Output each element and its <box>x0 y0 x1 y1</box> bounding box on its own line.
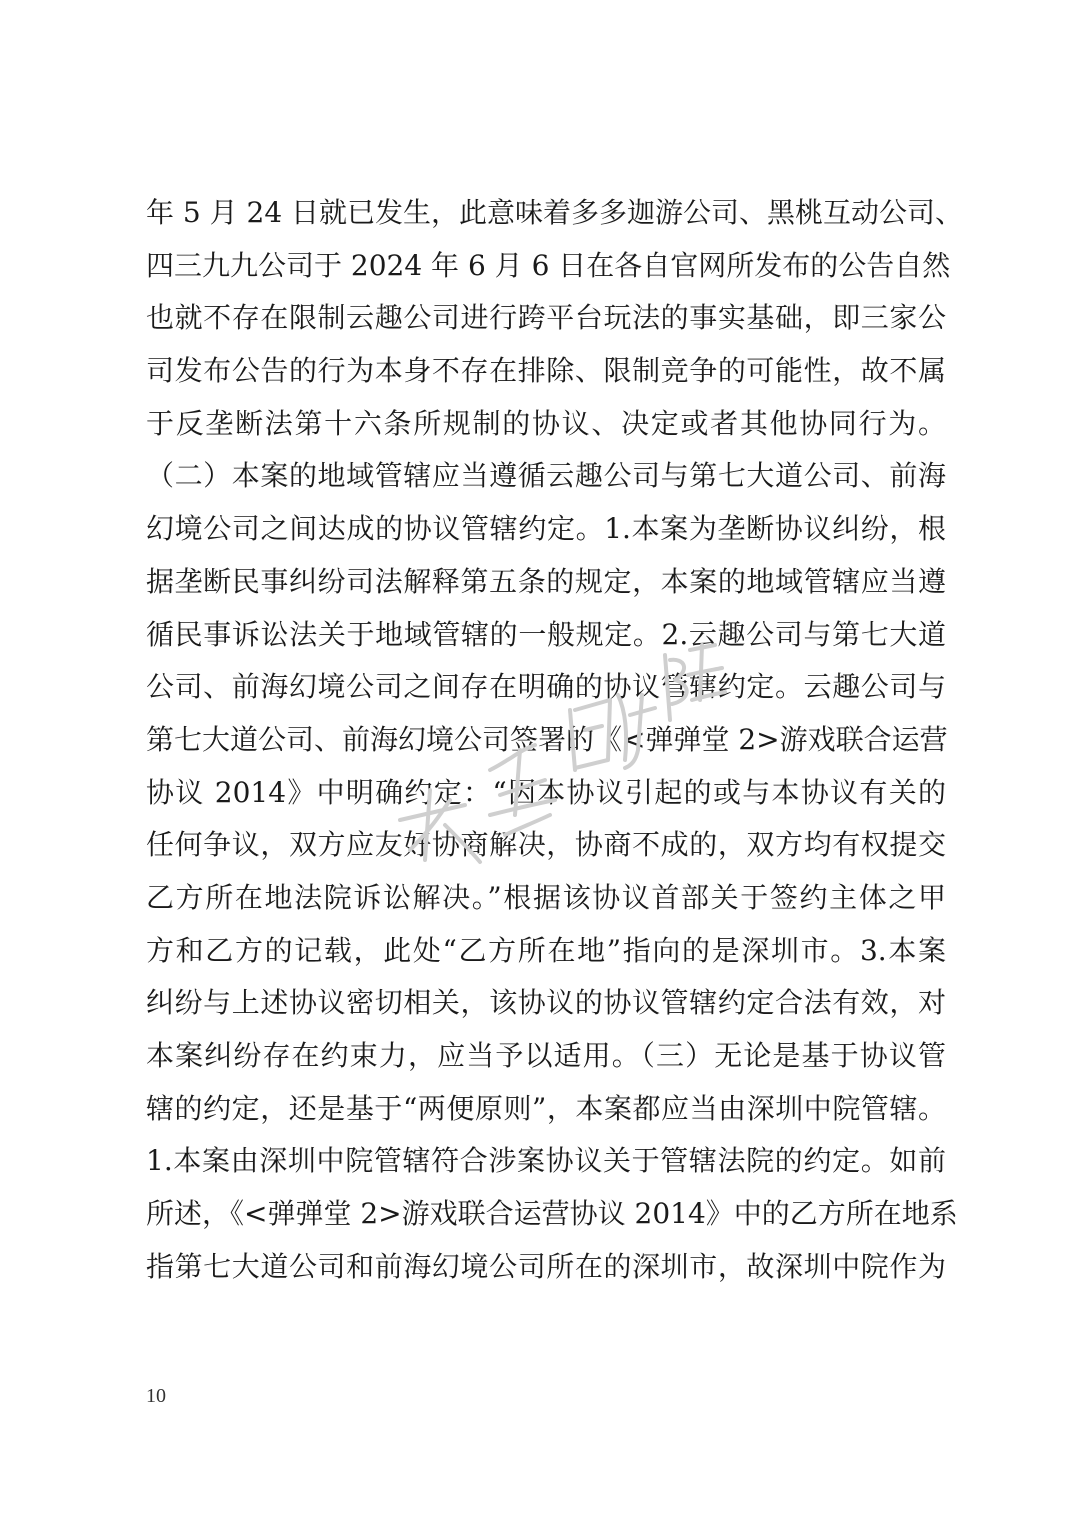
page-number: 10 <box>146 1385 166 1407</box>
text-line: 乙方所在地法院诉讼解决。”根据该协议首部关于签约主体之甲 <box>146 880 946 914</box>
text-line: 1.本案由深圳中院管辖符合涉案协议关于管辖法院的约定。如前 <box>146 1144 946 1178</box>
text-line: 指第七大道公司和前海幻境公司所在的深圳市，故深圳中院作为 <box>146 1249 946 1283</box>
text-line: 协议 2014》中明确约定：“因本协议引起的或与本协议有关的 <box>146 775 946 809</box>
text-line: 于反垄断法第十六条所规制的协议、决定或者其他协同行为。 <box>146 406 946 440</box>
text-line: 公司、前海幻境公司之间存在明确的协议管辖约定。云趣公司与 <box>146 670 946 704</box>
text-line: 本案纠纷存在约束力，应当予以适用。（三）无论是基于协议管 <box>146 1039 946 1072</box>
text-line: 方和乙方的记载，此处“乙方所在地”指向的是深圳市。3.本案 <box>146 933 946 967</box>
text-line: 任何争议，双方应友好协商解决，协商不成的，双方均有权提交 <box>146 828 946 862</box>
text-line: 第七大道公司、前海幻境公司签署的《<弹弹堂 2>游戏联合运营 <box>146 722 948 756</box>
text-line: 司发布公告的行为本身不存在排除、限制竞争的可能性，故不属 <box>146 354 946 388</box>
text-line: （二）本案的地域管辖应当遵循云趣公司与第七大道公司、前海 <box>146 459 946 493</box>
body-text <box>146 187 964 1293</box>
text-line: 所述，《<弹弹堂 2>游戏联合运营协议 2014》中的乙方所在地系 <box>146 1197 958 1231</box>
text-line: 据垄断民事纠纷司法解释第五条的规定，本案的地域管辖应当遵 <box>146 564 946 598</box>
text-line: 也就不存在限制云趣公司进行跨平台玩法的事实基础，即三家公 <box>146 301 946 335</box>
text-line: 幻境公司之间达成的协议管辖约定。1.本案为垄断协议纠纷，根 <box>146 512 946 546</box>
text-line: 循民事诉讼法关于地域管辖的一般规定。2.云趣公司与第七大道 <box>146 617 946 651</box>
text-line: 四三九九公司于 2024 年 6 月 6 日在各自官网所发布的公告自然 <box>146 248 951 282</box>
text-line: 辖的约定，还是基于“两便原则”，本案都应当由深圳中院管辖。 <box>146 1091 946 1125</box>
text-line: 年 5 月 24 日就已发生，此意味着多多迦游公司、黑桃互动公司、 <box>146 196 964 229</box>
text-line: 纠纷与上述协议密切相关，该协议的协议管辖约定合法有效，对 <box>146 986 946 1020</box>
